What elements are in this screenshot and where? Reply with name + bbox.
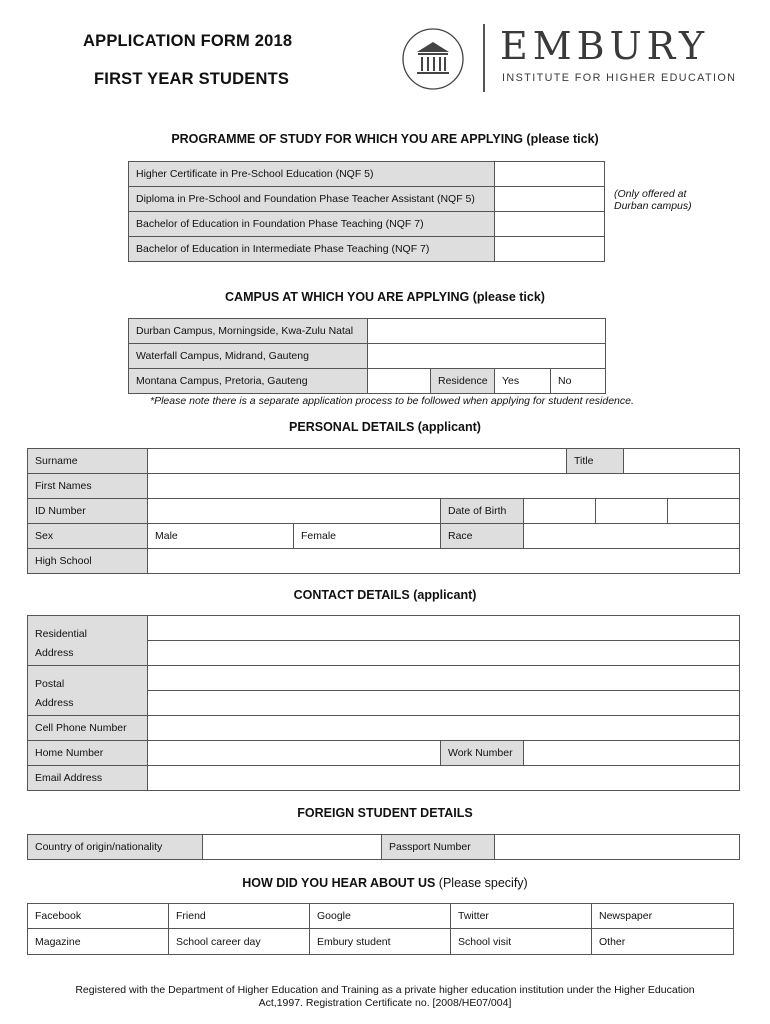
home-number-label: Home Number (27, 740, 148, 766)
logo-tagline: INSTITUTE FOR HIGHER EDUCATION (502, 72, 737, 84)
passport-field[interactable] (494, 834, 740, 860)
campus-tick-waterfall[interactable] (367, 343, 606, 369)
footer-line1: Registered with the Department of Higher Education and Training as a private higher education institution under the Higher Education (75, 984, 695, 996)
hear-option-embury-student[interactable]: Embury student (309, 928, 451, 955)
high-school-label: High School (27, 548, 148, 574)
hear-option-magazine[interactable]: Magazine (27, 928, 169, 955)
campus-tick-durban[interactable] (367, 318, 606, 344)
country-field[interactable] (202, 834, 382, 860)
programme-note-line2: Durban campus) (614, 200, 692, 212)
title-label: Title (566, 448, 624, 474)
programme-tick-3[interactable] (494, 211, 605, 237)
campus-option-waterfall: Waterfall Campus, Midrand, Gauteng (128, 343, 368, 369)
dob-year-field[interactable] (667, 498, 740, 524)
registration-footer (60, 984, 710, 1010)
programme-option-2: Diploma in Pre-School and Foundation Phase Teacher Assistant (NQF 5) (128, 186, 495, 212)
id-number-label: ID Number (27, 498, 148, 524)
programme-tick-1[interactable] (494, 161, 605, 187)
programme-heading: PROGRAMME OF STUDY FOR WHICH YOU ARE APPLYING (please tick) (171, 132, 599, 146)
residence-no-option[interactable]: No (550, 368, 606, 394)
dob-month-field[interactable] (595, 498, 668, 524)
race-label: Race (440, 523, 524, 549)
postal-address-line1-field[interactable] (147, 665, 740, 691)
title-field[interactable] (623, 448, 740, 474)
residential-address-label (27, 615, 148, 666)
high-school-field[interactable] (147, 548, 740, 574)
residential-label-line1: Residential (35, 628, 87, 640)
email-field[interactable] (147, 765, 740, 791)
residence-yes-option[interactable]: Yes (494, 368, 551, 394)
postal-label-line2: Address (35, 697, 74, 709)
logo-wordmark: EMBURY (500, 24, 710, 68)
logo-divider (483, 24, 485, 92)
postal-address-line2-field[interactable] (147, 690, 740, 716)
sex-label: Sex (27, 523, 148, 549)
hear-option-facebook[interactable]: Facebook (27, 903, 169, 929)
first-names-field[interactable] (147, 473, 740, 499)
programme-tick-2[interactable] (494, 186, 605, 212)
foreign-heading: FOREIGN STUDENT DETAILS (297, 806, 473, 820)
sex-female-option[interactable]: Female (293, 523, 441, 549)
hear-option-school-visit[interactable]: School visit (450, 928, 592, 955)
cell-phone-field[interactable] (147, 715, 740, 741)
hear-option-google[interactable]: Google (309, 903, 451, 929)
surname-label: Surname (27, 448, 148, 474)
form-subtitle: FIRST YEAR STUDENTS (94, 70, 290, 88)
institution-logo-icon (401, 27, 465, 91)
residence-label: Residence (430, 368, 495, 394)
residence-note: *Please note there is a separate application process to be followed when applying for student residence. (150, 395, 634, 407)
cell-phone-label: Cell Phone Number (27, 715, 148, 741)
hear-about-heading-text: HOW DID YOU HEAR ABOUT US (242, 876, 436, 890)
programme-note-line1: (Only offered at (614, 188, 687, 200)
hear-option-newspaper[interactable]: Newspaper (591, 903, 734, 929)
race-field[interactable] (523, 523, 740, 549)
form-title: APPLICATION FORM 2018 (83, 32, 293, 50)
programme-tick-4[interactable] (494, 236, 605, 262)
programme-option-1: Higher Certificate in Pre-School Education (NQF 5) (128, 161, 495, 187)
campus-option-montana: Montana Campus, Pretoria, Gauteng (128, 368, 368, 394)
hear-about-heading-note: (Please specify) (438, 876, 528, 890)
residential-address-line2-field[interactable] (147, 640, 740, 666)
email-label: Email Address (27, 765, 148, 791)
first-names-label: First Names (27, 473, 148, 499)
id-number-field[interactable] (147, 498, 441, 524)
home-number-field[interactable] (147, 740, 441, 766)
residential-address-line1-field[interactable] (147, 615, 740, 641)
postal-label-line1: Postal (35, 678, 65, 690)
programme-option-3: Bachelor of Education in Foundation Phase Teaching (NQF 7) (128, 211, 495, 237)
sex-male-option[interactable]: Male (147, 523, 294, 549)
campus-option-durban: Durban Campus, Morningside, Kwa-Zulu Natal (128, 318, 368, 344)
hear-about-heading (0, 876, 770, 890)
personal-heading: PERSONAL DETAILS (applicant) (289, 420, 481, 434)
work-number-field[interactable] (523, 740, 740, 766)
campus-heading: CAMPUS AT WHICH YOU ARE APPLYING (please tick) (225, 290, 545, 304)
dob-day-field[interactable] (523, 498, 596, 524)
postal-address-label (27, 665, 148, 716)
footer-line2: Act,1997. Registration Certificate no. [2008/HE07/004] (258, 997, 512, 1009)
contact-heading: CONTACT DETAILS (applicant) (293, 588, 477, 602)
campus-tick-montana[interactable] (367, 368, 431, 394)
hear-option-twitter[interactable]: Twitter (450, 903, 592, 929)
residential-label-line2: Address (35, 647, 74, 659)
hear-option-friend[interactable]: Friend (168, 903, 310, 929)
hear-option-school-career-day[interactable]: School career day (168, 928, 310, 955)
country-label: Country of origin/nationality (27, 834, 203, 860)
surname-field[interactable] (147, 448, 567, 474)
programme-option-4: Bachelor of Education in Intermediate Phase Teaching (NQF 7) (128, 236, 495, 262)
passport-label: Passport Number (381, 834, 495, 860)
hear-option-other[interactable]: Other (591, 928, 734, 955)
dob-label: Date of Birth (440, 498, 524, 524)
work-number-label: Work Number (440, 740, 524, 766)
